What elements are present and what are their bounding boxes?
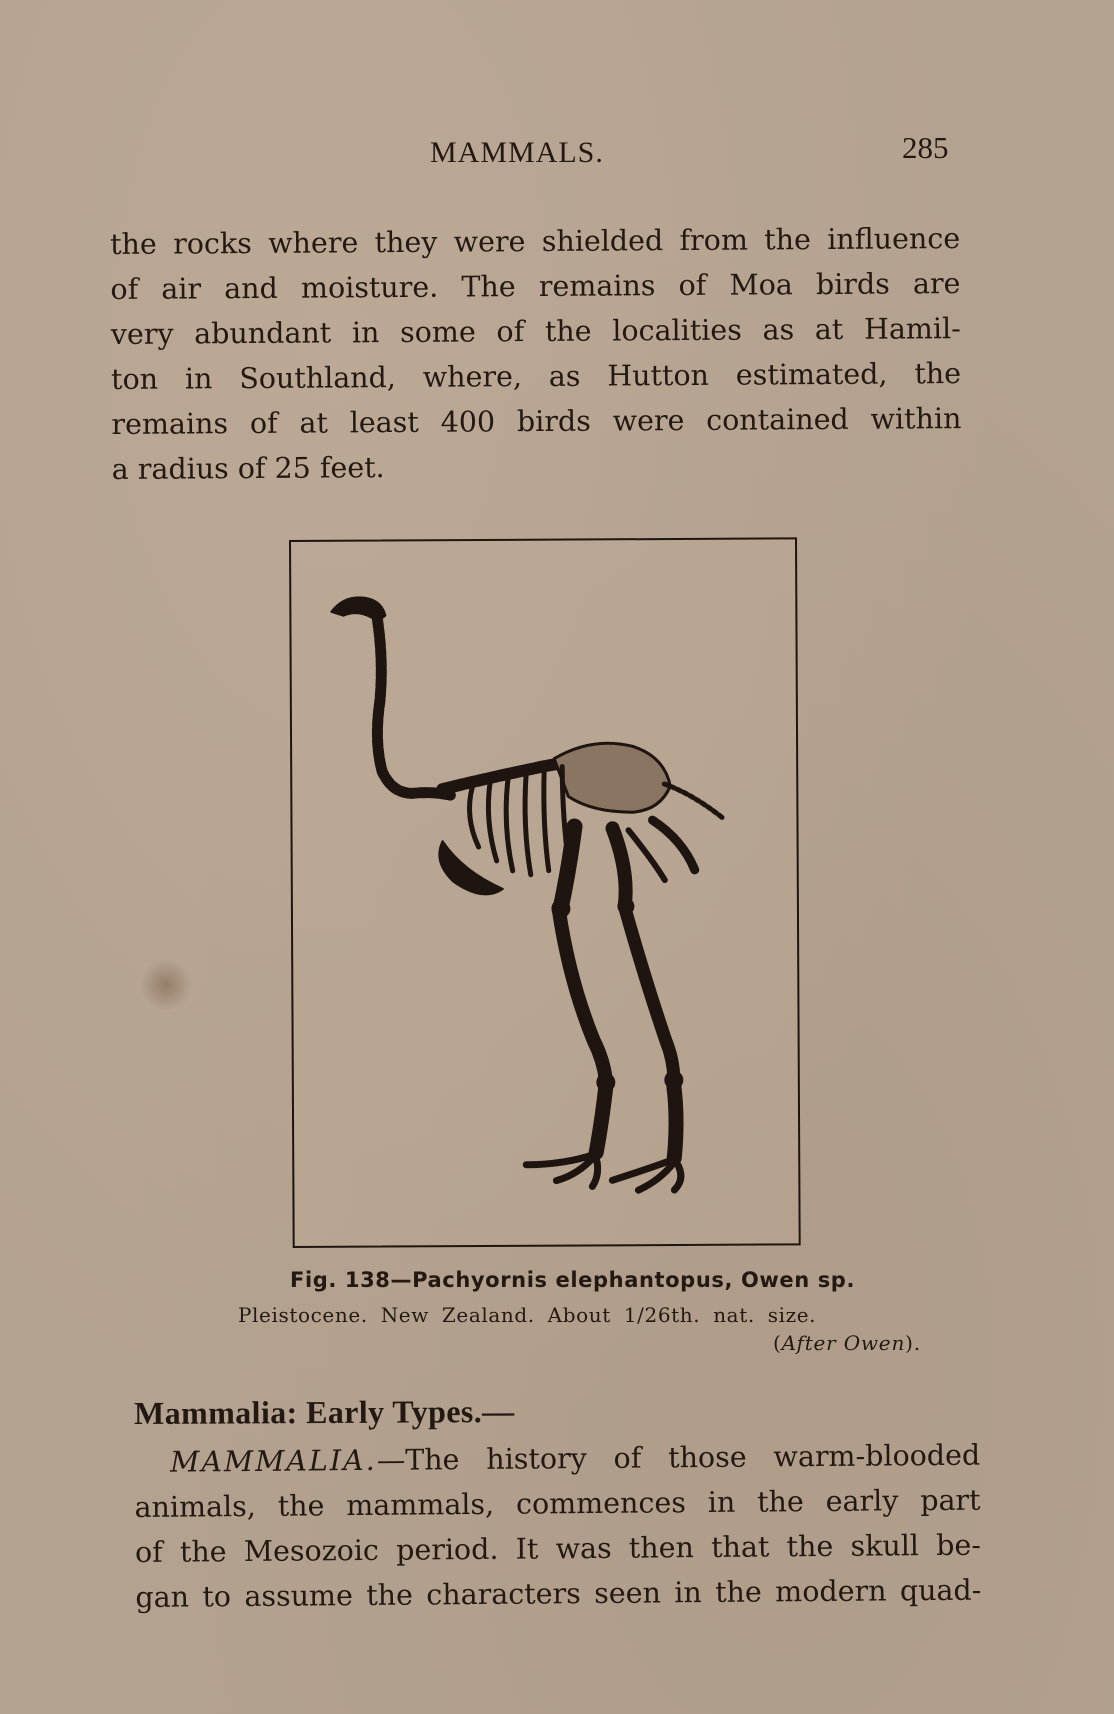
right-tibia [625, 908, 674, 1080]
paragraph-line: a radius of 25 feet. [111, 451, 385, 486]
figure-caption-credit [773, 1331, 921, 1355]
left-femur [561, 827, 575, 907]
paragraph-line: the rocks where they were shielded from the influence [110, 222, 961, 261]
paragraph-line: very abundant in some of the localities as at Hamil- [110, 312, 961, 351]
paragraph-line: remains of at least 400 birds were contained within [111, 402, 962, 441]
left-foot [526, 1154, 597, 1186]
tail [664, 784, 722, 818]
lead-rest: —The history of those warm-blooded [376, 1438, 981, 1477]
credit-open: ( [773, 1331, 782, 1355]
paragraph-line: of air and moisture. The remains of Moa birds are [110, 267, 961, 306]
figure-frame [289, 537, 801, 1248]
left-tibia [559, 910, 606, 1080]
paragraph-line: gan to assume the characters seen in the modern quad- [135, 1573, 982, 1614]
right-foot [612, 1160, 681, 1190]
paper-stain [138, 960, 194, 1010]
section-paragraph [134, 1433, 982, 1620]
opening-paragraph [110, 216, 962, 492]
running-head [0, 130, 1114, 170]
pelvis [554, 743, 670, 813]
section-heading: Mammalia: Early Types.— [134, 1393, 515, 1431]
paragraph-line: ton in Southland, where, as Hutton estimated, the [110, 357, 962, 396]
credit-close: ). [905, 1331, 921, 1355]
paragraph-line: of the Mesozoic period. It was then that the skull be- [134, 1528, 982, 1569]
moa-skeleton-illustration [291, 539, 799, 1246]
right-tarsus [674, 1086, 676, 1158]
figure-caption-title: Fig. 138—Pachyornis elephantopus, Owen sp. [290, 1268, 856, 1292]
paragraph-line: animals, the mammals, commences in the early part [134, 1483, 981, 1524]
neck [377, 619, 450, 795]
paragraph-line [134, 1433, 980, 1485]
italic-lead: MAMMALIA. [170, 1443, 377, 1479]
left-tarsus [596, 1086, 606, 1152]
running-title: MAMMALS. [430, 136, 604, 169]
right-femur [613, 828, 626, 904]
page-number: 285 [902, 130, 949, 165]
figure-caption-subtitle: Pleistocene. New Zealand. About 1/26th. nat. size. [238, 1303, 817, 1327]
credit-name: After Owen [781, 1331, 906, 1355]
